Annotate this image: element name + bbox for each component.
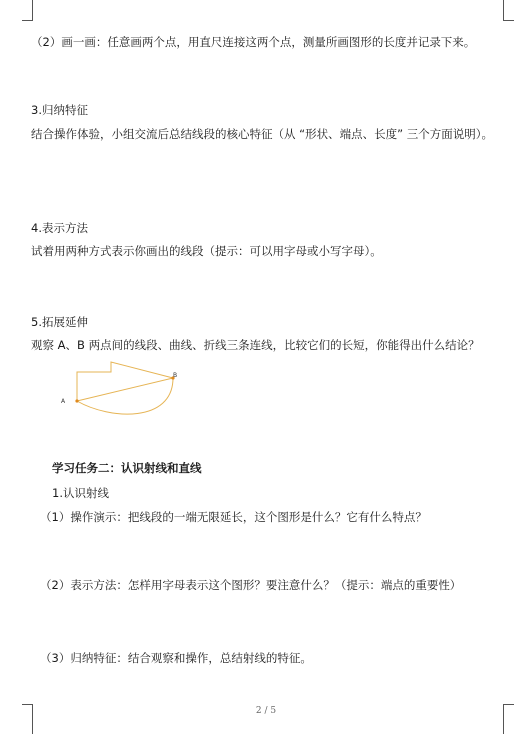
segment-ab bbox=[77, 378, 173, 401]
label-a: A bbox=[61, 398, 66, 405]
section5-text: 观察 A、B 两点间的线段、曲线、折线三条连线，比较它们的长短，你能得出什么结论？ bbox=[31, 338, 480, 352]
ab-connections-figure bbox=[55, 358, 205, 428]
label-b: B bbox=[173, 372, 178, 379]
section3-heading: 3.归纳特征 bbox=[31, 103, 88, 117]
question-1: （1）操作演示：把线段的一端无限延长，这个图形是什么？它有什么特点？ bbox=[40, 510, 427, 524]
question-2: （2）表示方法：怎样用字母表示这个图形？要注意什么？（提示：端点的重要性） bbox=[40, 578, 462, 592]
question-3: （3）归纳特征：结合观察和操作，总结射线的特征。 bbox=[40, 651, 312, 665]
ray-subheading: 1.认识射线 bbox=[52, 486, 109, 500]
page-number: 2 / 5 bbox=[255, 706, 277, 716]
section4-heading: 4.表示方法 bbox=[31, 221, 88, 235]
section5-heading: 5.拓展延伸 bbox=[31, 315, 88, 329]
point-a bbox=[75, 399, 78, 402]
curve-ab bbox=[77, 378, 173, 414]
task2-title: 学习任务二：认识射线和直线 bbox=[52, 461, 202, 475]
part2-instruction: （2）画一画：任意画两个点，用直尺连接这两个点，测量所画图形的长度并记录下来。 bbox=[31, 35, 476, 49]
crop-mark-top-left bbox=[22, 0, 33, 21]
section3-text: 结合操作体验，小组交流后总结线段的核心特征（从 “形状、端点、长度” 三个方面说明）。 bbox=[31, 127, 493, 141]
crop-mark-top-right bbox=[503, 0, 514, 21]
section4-text: 试着用两种方式表示你画出的线段（提示：可以用字母或小写字母）。 bbox=[31, 244, 382, 258]
